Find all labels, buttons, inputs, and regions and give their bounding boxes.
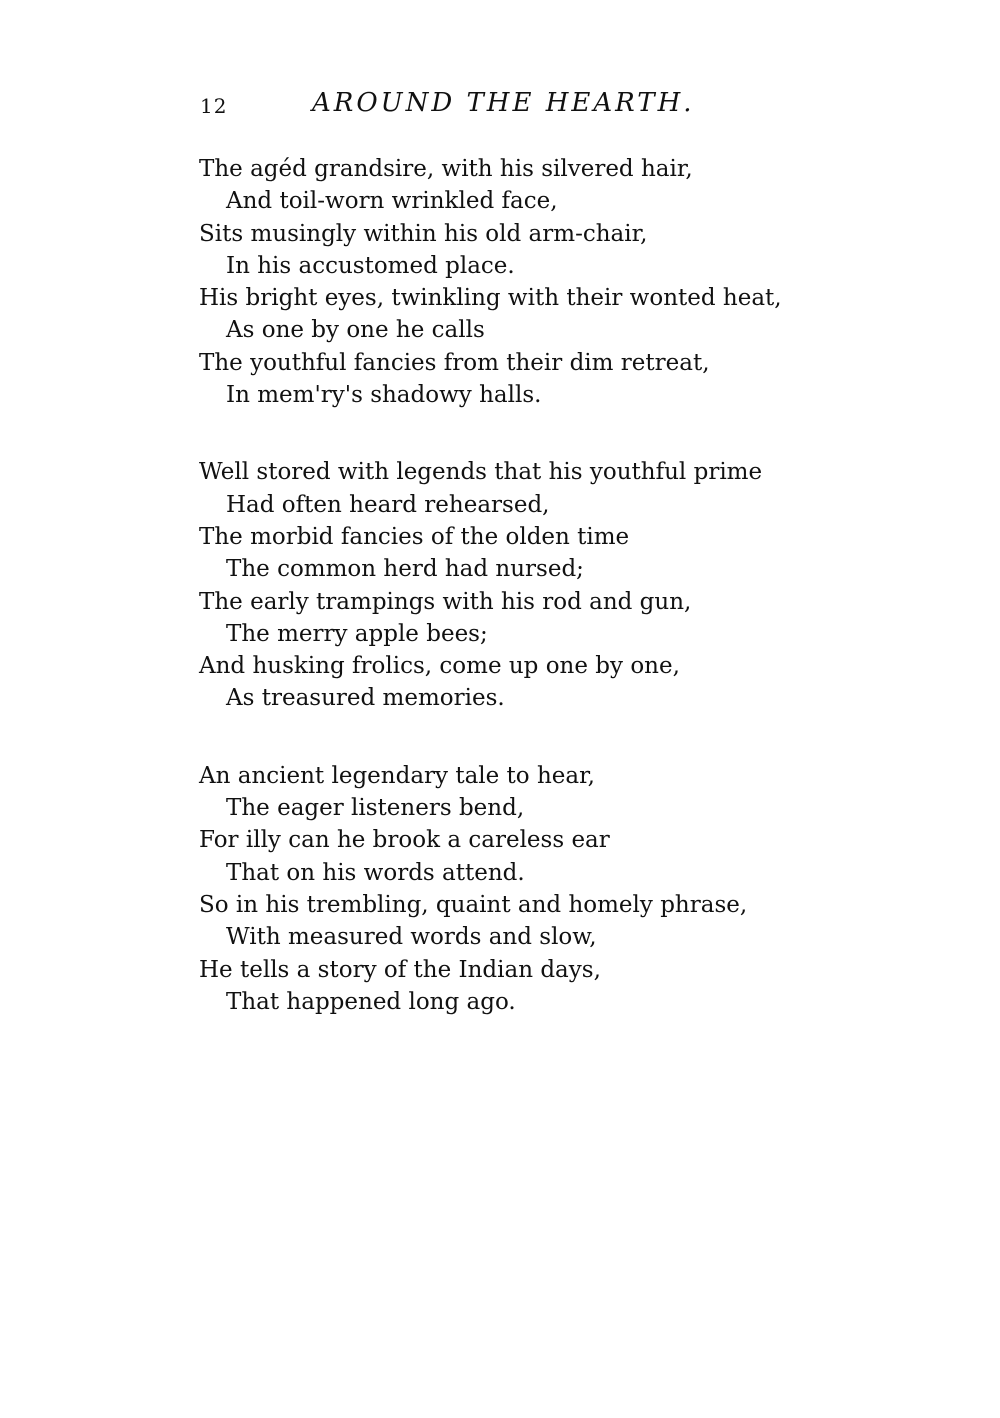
poem-line: The morbid fancies of the olden time	[199, 523, 630, 550]
poem-line: The merry apple bees;	[226, 620, 488, 647]
stanza-1	[199, 153, 839, 411]
poem-line: The eager listeners bend,	[226, 795, 525, 822]
poem-line: With measured words and slow,	[226, 924, 597, 951]
poem-line: As treasured memories.	[226, 685, 505, 712]
poem-line: The youthful fancies from their dim retreat,	[199, 349, 710, 376]
poem-line: Had often heard rehearsed,	[226, 491, 550, 518]
poem-line: That happened long ago.	[226, 988, 516, 1015]
poem-line: Well stored with legends that his youthful prime	[199, 459, 763, 486]
page-number: 12	[200, 94, 228, 118]
running-head	[200, 88, 760, 128]
poem-line: For illy can he brook a careless ear	[199, 827, 610, 854]
poem-line: The agéd grandsire, with his silvered hair,	[199, 156, 693, 182]
poem-line: And toil-worn wrinkled face,	[226, 188, 558, 215]
poem-line: The early trampings with his rod and gun,	[199, 588, 692, 615]
stanza-2	[199, 456, 839, 714]
poem-line: And husking frolics, come up one by one,	[199, 653, 680, 680]
running-title: AROUND THE HEARTH.	[312, 88, 695, 118]
poem-line: His bright eyes, twinkling with their wonted heat,	[199, 285, 782, 312]
poem-line: In his accustomed place.	[226, 252, 515, 279]
poem-line: So in his trembling, quaint and homely phrase,	[199, 891, 748, 918]
stanza-3	[199, 760, 839, 1018]
poem-line: In mem'ry's shadowy halls.	[226, 382, 542, 409]
poem-line: Sits musingly within his old arm-chair,	[199, 220, 648, 247]
poem-line: As one by one he calls	[226, 317, 485, 344]
poem-line: An ancient legendary tale to hear,	[199, 762, 595, 789]
poem-line: The common herd had nursed;	[226, 556, 584, 583]
poem-line: He tells a story of the Indian days,	[199, 956, 601, 983]
poem	[199, 153, 839, 1063]
poem-line: That on his words attend.	[226, 859, 525, 886]
